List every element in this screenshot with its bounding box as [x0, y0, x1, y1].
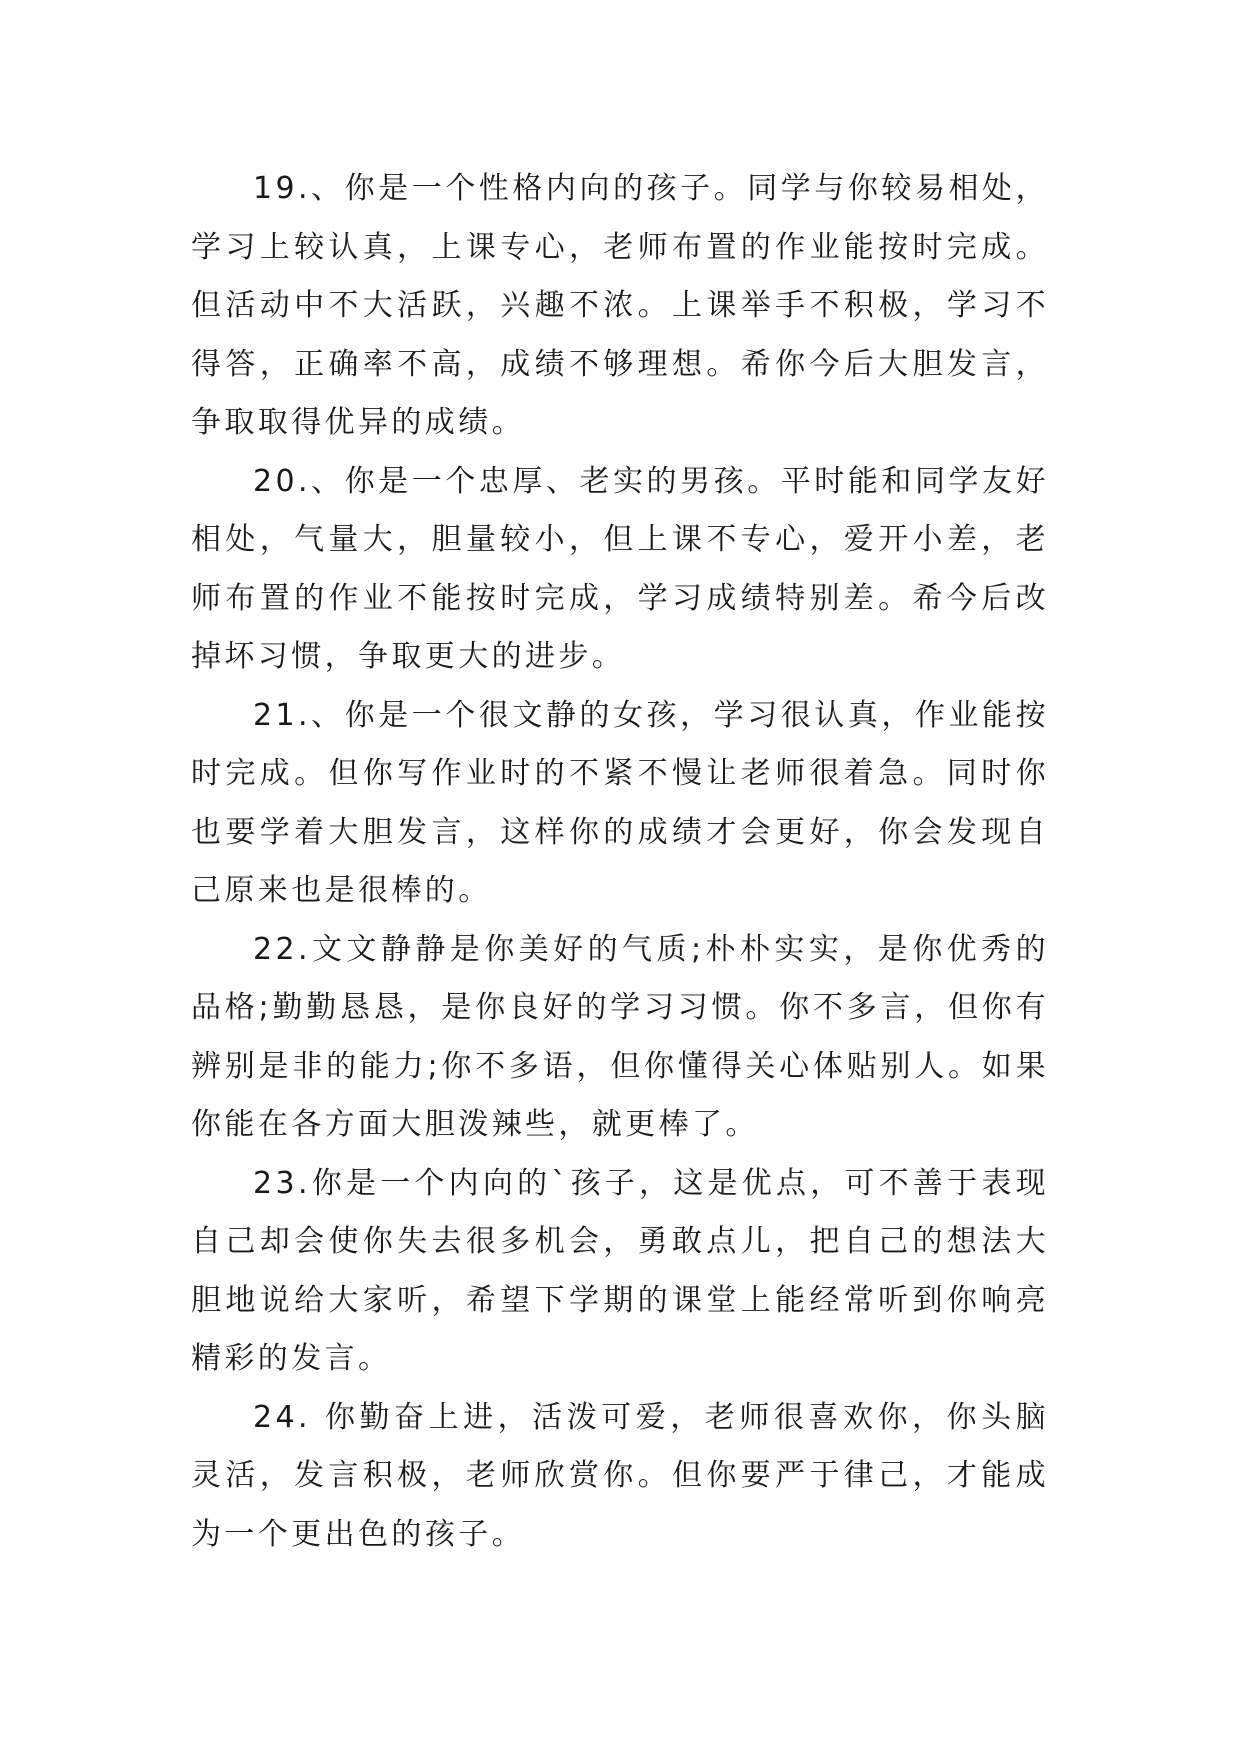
comment-paragraph-19: 19.、你是一个性格内向的孩子。同学与你较易相处，学习上较认真，上课专心，老师布置的作业能按时完成。但活动中不大活跃，兴趣不浓。上课举手不积极，学习不得答，正确率不高，成绩不够理想。希你今后大胆发言，争取取得优异的成绩。 — [191, 171, 1049, 440]
comment-paragraph-23: 23.你是一个内向的`孩子，这是优点，可不善于表现自己却会使你失去很多机会，勇敢点儿，把自己的想法大胆地说给大家听，希望下学期的课堂上能经常听到你响亮精彩的发言。 — [191, 1165, 1049, 1376]
comment-paragraph-24: 24. 你勤奋上进，活泼可爱，老师很喜欢你，你头脑灵活，发言积极，老师欣赏你。但你要严于律己，才能成为一个更出色的孩子。 — [191, 1399, 1049, 1552]
comment-paragraph-20: 20.、你是一个忠厚、老实的男孩。平时能和同学友好相处，气量大，胆量较小，但上课不专心，爱开小差，老师布置的作业不能按时完成，学习成绩特别差。希今后改掉坏习惯，争取更大的进步。 — [191, 463, 1049, 674]
document-body — [191, 160, 1049, 1564]
comment-paragraph-21: 21.、你是一个很文静的女孩，学习很认真，作业能按时完成。但你写作业时的不紧不慢让老师很着急。同时你也要学着大胆发言，这样你的成绩才会更好，你会发现自己原来也是很棒的。 — [191, 697, 1049, 908]
comment-paragraph-22: 22.文文静静是你美好的气质;朴朴实实，是你优秀的品格;勤勤恳恳，是你良好的学习习惯。你不多言，但你有辨别是非的能力;你不多语，但你懂得关心体贴别人。如果你能在各方面大胆泼辣些，就更棒了。 — [191, 931, 1049, 1142]
